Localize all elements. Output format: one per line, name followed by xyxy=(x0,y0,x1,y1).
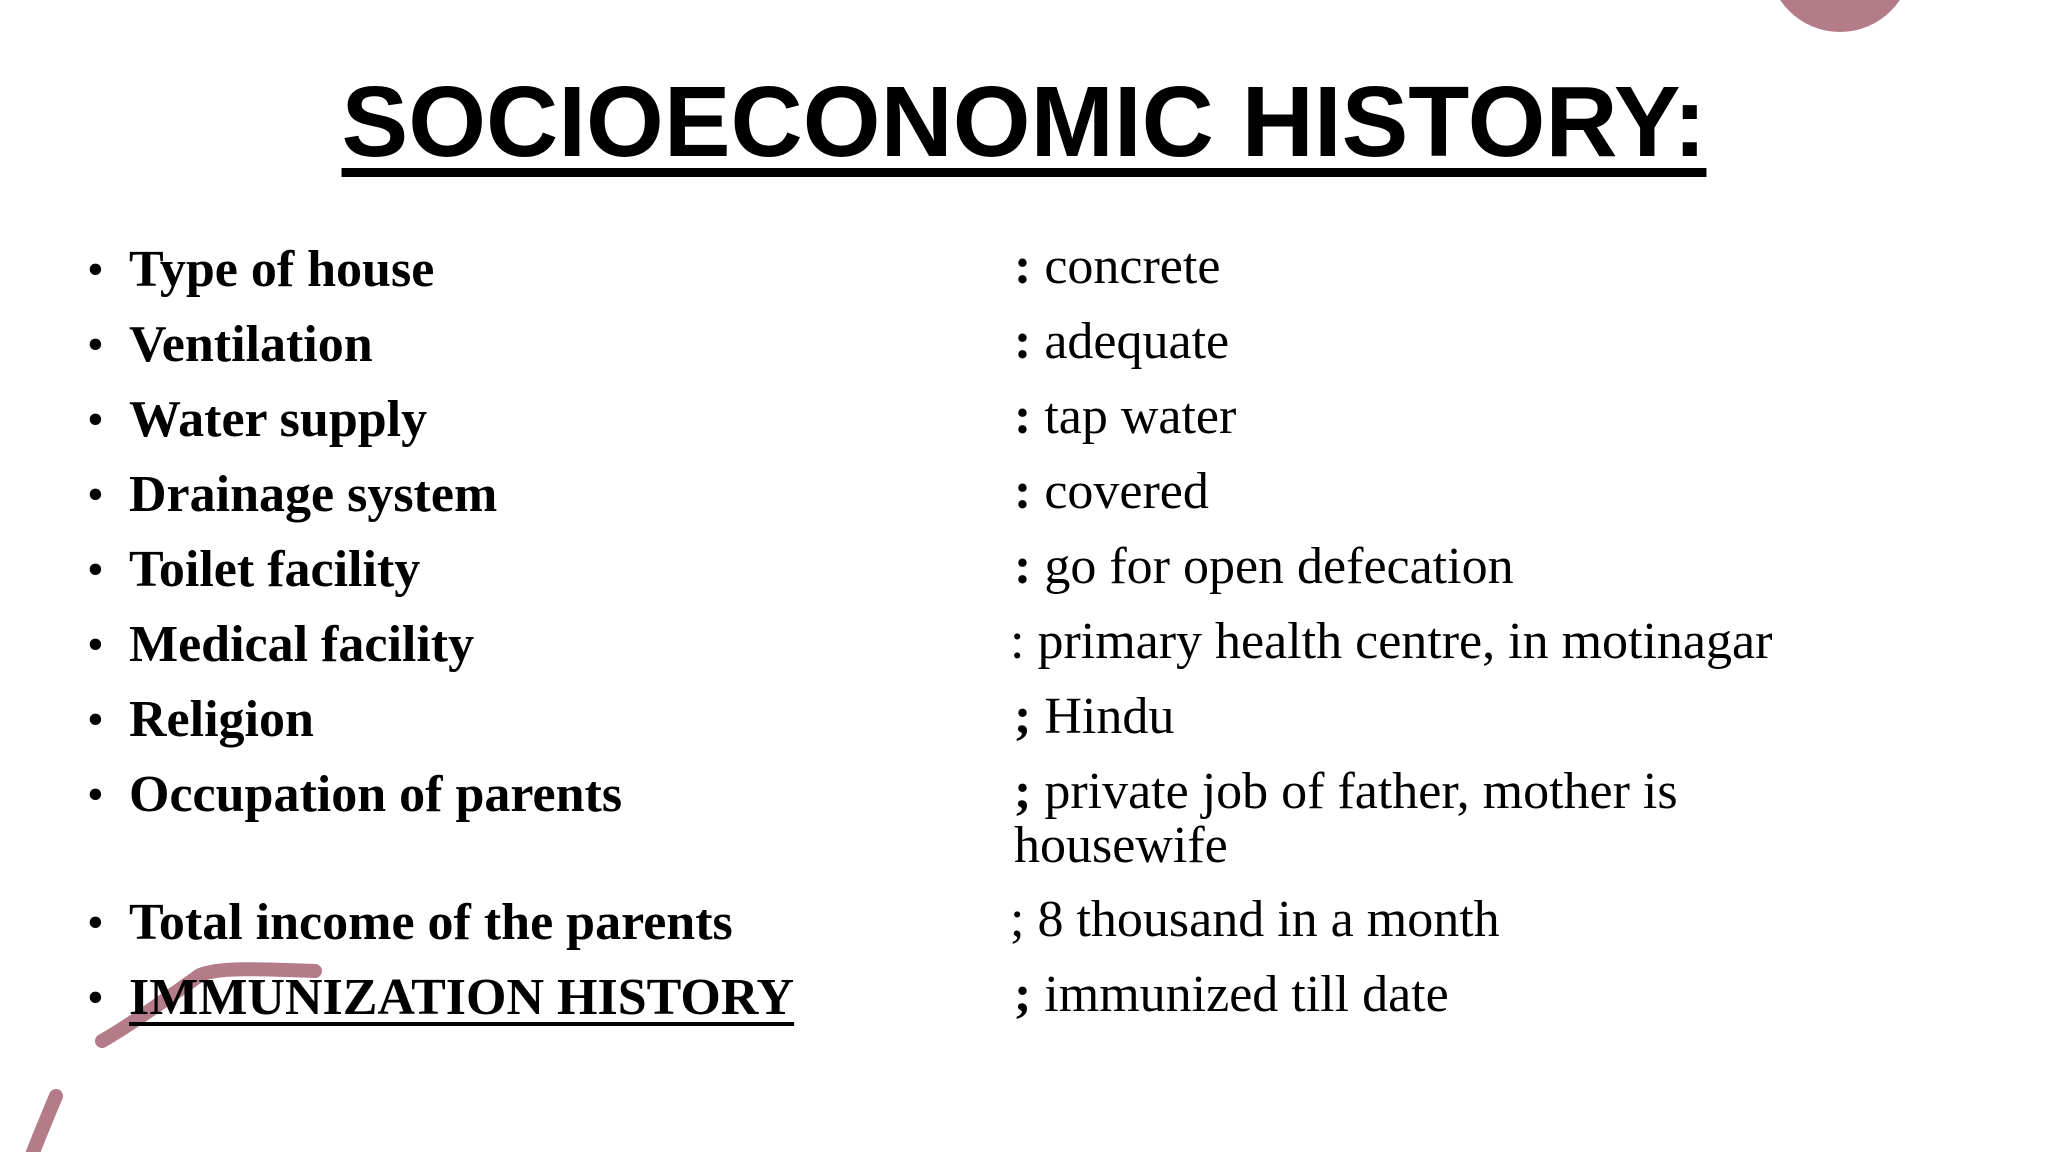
bullet-icon: • xyxy=(87,318,104,371)
item-value-text: concrete xyxy=(1031,238,1221,295)
bullet-icon: • xyxy=(87,768,104,821)
item-value-text: tap water xyxy=(1031,388,1237,445)
decorative-circle-top-right xyxy=(1760,0,1920,65)
item-separator: ; xyxy=(1014,688,1032,745)
item-label: Type of house xyxy=(129,241,435,298)
item-separator: : xyxy=(1014,313,1032,370)
slide-title xyxy=(0,60,2048,185)
bullet-icon: • xyxy=(87,896,104,949)
item-value xyxy=(1014,540,1944,594)
item-value xyxy=(1014,315,1944,369)
item-label: Occupation of parents xyxy=(129,766,623,823)
bullet-icon: • xyxy=(87,393,104,446)
bullet-icon: • xyxy=(87,693,104,746)
corner-stroke-path xyxy=(30,1096,56,1152)
list-item-ventilation xyxy=(0,315,2048,375)
item-value-text: covered xyxy=(1031,463,1209,520)
bullet-icon: • xyxy=(87,243,104,296)
item-separator: : xyxy=(1014,238,1032,295)
item-label: Ventilation xyxy=(129,316,373,373)
list-item-occupation-of-parents xyxy=(0,765,2048,885)
decorative-circle-shape xyxy=(1768,0,1912,32)
item-label: Drainage system xyxy=(129,466,498,523)
item-separator: : xyxy=(1014,388,1032,445)
item-separator: ; xyxy=(1014,966,1032,1023)
item-value xyxy=(1014,690,1944,744)
item-separator: ; xyxy=(1010,891,1025,948)
slide-title-text: SOCIOECONOMIC HISTORY: xyxy=(341,66,1707,178)
item-value-text: private job of father, mother is housewife xyxy=(1014,763,1678,874)
list-item-immunization-history xyxy=(0,968,2048,1028)
item-value-text: immunized till date xyxy=(1031,966,1449,1023)
bullet-icon: • xyxy=(87,618,104,671)
list-item-medical-facility xyxy=(0,615,2048,675)
item-value xyxy=(1014,968,1944,1022)
item-separator: : xyxy=(1014,538,1032,595)
item-value-text: adequate xyxy=(1031,313,1230,370)
item-value xyxy=(1010,893,1940,947)
list-item-water-supply xyxy=(0,390,2048,450)
item-separator: : xyxy=(1014,463,1032,520)
item-label: Religion xyxy=(129,691,314,748)
list-item-toilet-facility xyxy=(0,540,2048,600)
list-item-religion xyxy=(0,690,2048,750)
item-value-text: go for open defecation xyxy=(1031,538,1514,595)
list-item-total-income xyxy=(0,893,2048,953)
item-value xyxy=(1014,390,1944,444)
item-separator: : xyxy=(1010,613,1025,670)
item-value xyxy=(1014,465,1944,519)
item-label: IMMUNIZATION HISTORY xyxy=(129,969,795,1026)
list-item-drainage-system xyxy=(0,465,2048,525)
item-separator: ; xyxy=(1014,763,1032,820)
item-value xyxy=(1014,765,1814,873)
list-item-type-of-house xyxy=(0,240,2048,300)
item-label: Water supply xyxy=(129,391,428,448)
item-label: Total income of the parents xyxy=(129,894,733,951)
bullet-icon: • xyxy=(87,971,104,1024)
item-value xyxy=(1010,615,1940,669)
bullet-icon: • xyxy=(87,543,104,596)
decorative-brush-stroke-corner xyxy=(0,1080,80,1152)
item-value-text: Hindu xyxy=(1031,688,1175,745)
item-value xyxy=(1014,240,1944,294)
item-label: Toilet facility xyxy=(129,541,421,598)
bullet-icon: • xyxy=(87,468,104,521)
item-value-text: 8 thousand in a month xyxy=(1024,891,1500,948)
item-label: Medical facility xyxy=(129,616,475,673)
item-value-text: primary health centre, in motinagar xyxy=(1024,613,1773,670)
